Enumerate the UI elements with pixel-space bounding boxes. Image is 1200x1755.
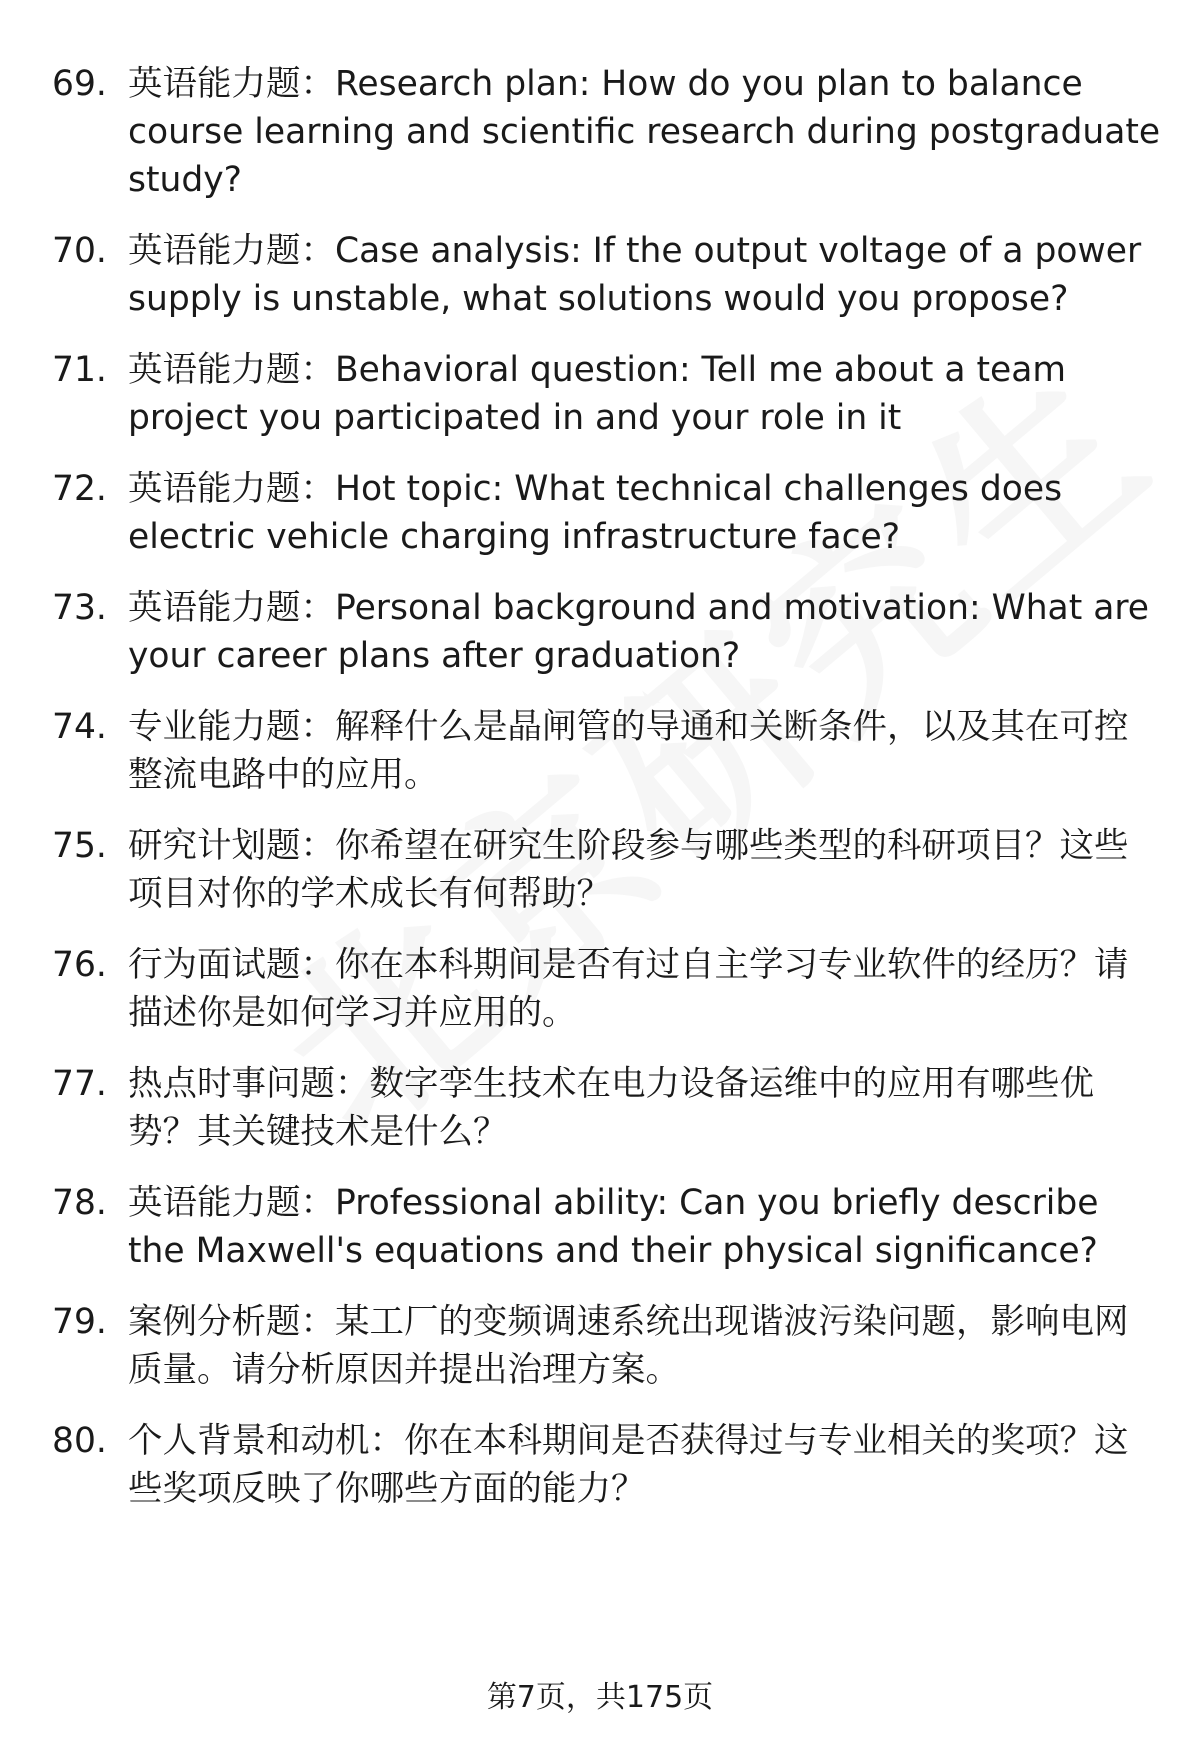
question-number: 69. <box>52 64 107 104</box>
question-item <box>52 822 1162 918</box>
question-number: 76. <box>52 945 107 985</box>
question-number: 79. <box>52 1302 107 1342</box>
question-text: 英语能力题：Hot topic: What technical challenges does electric vehicle charging infrastructure face? <box>128 469 1063 557</box>
question-text: 案例分析题：某工厂的变频调速系统出现谐波污染问题，影响电网质量。请分析原因并提出治理方案。 <box>128 1302 1129 1390</box>
question-item <box>52 465 1162 561</box>
page-footer: 第7页，共175页 <box>486 1680 714 1715</box>
question-number: 73. <box>52 588 107 628</box>
question-number: 71. <box>52 350 107 390</box>
question-text: 专业能力题：解释什么是晶闸管的导通和关断条件，以及其在可控整流电路中的应用。 <box>128 707 1129 795</box>
question-number: 72. <box>52 469 107 509</box>
question-item <box>52 1179 1162 1275</box>
question-item <box>52 584 1162 680</box>
question-number: 77. <box>52 1064 107 1104</box>
question-number: 70. <box>52 231 107 271</box>
question-text: 热点时事问题：数字孪生技术在电力设备运维中的应用有哪些优势？其关键技术是什么？ <box>128 1064 1094 1152</box>
question-text: 行为面试题：你在本科期间是否有过自主学习专业软件的经历？请描述你是如何学习并应用的。 <box>128 945 1129 1033</box>
question-text: 英语能力题：Behavioral question: Tell me about a team project you participated in and your role in it <box>128 350 1067 438</box>
question-number: 80. <box>52 1421 107 1461</box>
question-text: 英语能力题：Professional ability: Can you briefly describe the Maxwell's equations and their physical significance? <box>128 1183 1099 1271</box>
question-item <box>52 346 1162 442</box>
question-item <box>52 1060 1162 1156</box>
question-item <box>52 941 1162 1037</box>
question-text: 研究计划题：你希望在研究生阶段参与哪些类型的科研项目？这些项目对你的学术成长有何帮助？ <box>128 826 1129 914</box>
question-number: 74. <box>52 707 107 747</box>
question-text: 英语能力题：Personal background and motivation: What are your career plans after graduation? <box>128 588 1149 676</box>
question-text: 英语能力题：Research plan: How do you plan to balance course learning and scientific research during postgraduate study? <box>128 64 1161 200</box>
question-item <box>52 60 1162 204</box>
question-item <box>52 703 1162 799</box>
question-text: 英语能力题：Case analysis: If the output voltage of a power supply is unstable, what solutions would you propose? <box>128 231 1142 319</box>
question-item <box>52 1298 1162 1394</box>
question-list <box>52 60 1162 1536</box>
question-text: 个人背景和动机：你在本科期间是否获得过与专业相关的奖项？这些奖项反映了你哪些方面的能力？ <box>128 1421 1129 1509</box>
question-item <box>52 227 1162 323</box>
question-item <box>52 1417 1162 1513</box>
question-number: 75. <box>52 826 107 866</box>
question-number: 78. <box>52 1183 107 1223</box>
